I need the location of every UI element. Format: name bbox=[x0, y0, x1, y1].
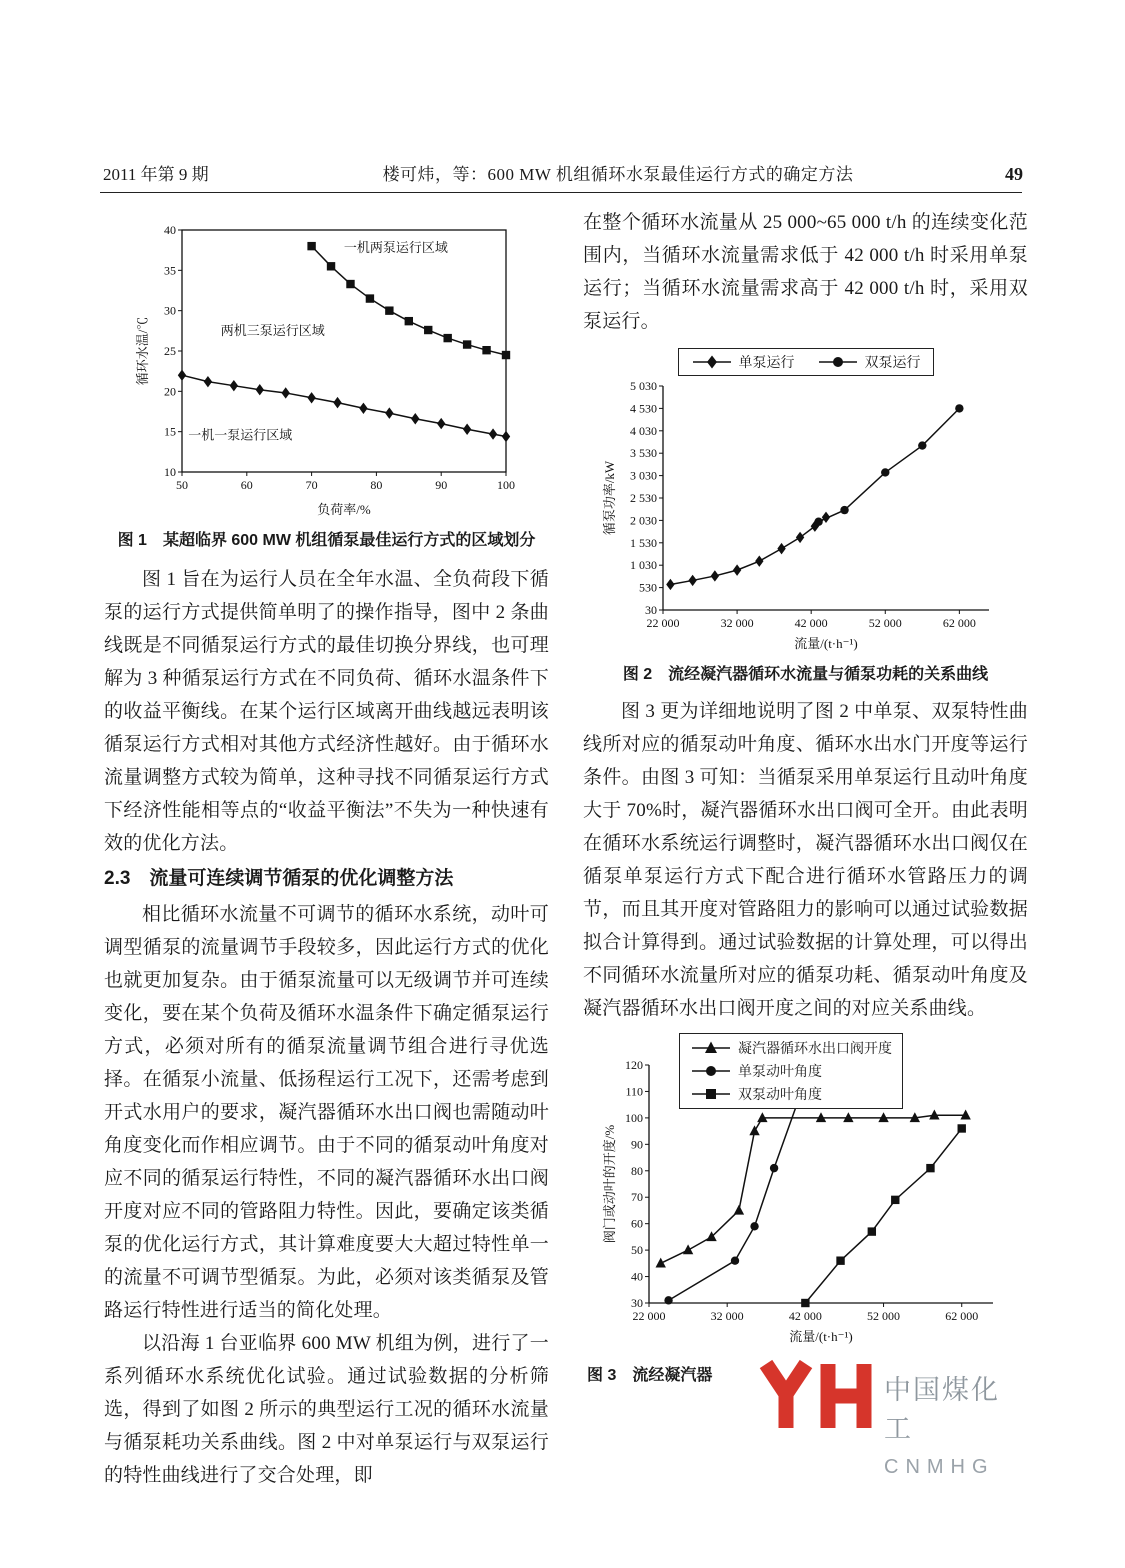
svg-text:60: 60 bbox=[630, 1216, 643, 1231]
svg-text:40: 40 bbox=[630, 1269, 643, 1284]
svg-text:32 000: 32 000 bbox=[710, 1309, 744, 1323]
svg-text:90: 90 bbox=[630, 1137, 643, 1152]
left-column bbox=[104, 206, 549, 1492]
svg-text:4 530: 4 530 bbox=[629, 401, 657, 416]
svg-text:120: 120 bbox=[624, 1058, 643, 1072]
svg-text:62 000: 62 000 bbox=[944, 1309, 978, 1323]
circle-marker-icon bbox=[817, 355, 859, 369]
legend-label: 单泵动叶角度 bbox=[738, 1063, 822, 1079]
svg-text:2 030: 2 030 bbox=[629, 513, 657, 528]
svg-text:循环水温/℃: 循环水温/℃ bbox=[134, 316, 150, 386]
legend-label: 凝汽器循环水出口阀开度 bbox=[738, 1040, 892, 1056]
fig1-chart bbox=[134, 220, 520, 520]
triangle-marker-icon bbox=[690, 1041, 732, 1055]
legend-label: 双泵动叶角度 bbox=[738, 1086, 822, 1102]
legend-item-diamond bbox=[691, 352, 795, 372]
svg-text:42 000: 42 000 bbox=[794, 616, 828, 630]
left-paragraph-3: 以沿海 1 台亚临界 600 MW 机组为例，进行了一系列循环水系统优化试验。通过试验数据的分析筛选，得到了如图 2 所示的典型运行工况的循环水流量与循泵耗功关系曲线。图 2 中对单泵运行与双泵运行的特性曲线进行了交合处理，即 bbox=[104, 1333, 549, 1486]
svg-text:30: 30 bbox=[163, 303, 176, 318]
svg-text:110: 110 bbox=[624, 1084, 643, 1099]
cnmhg-logo-icon bbox=[756, 1358, 874, 1432]
svg-text:90: 90 bbox=[434, 478, 447, 492]
right-paragraph-1: 在整个循环水流量从 25 000~65 000 t/h 的连续变化范围内，当循环水流量需求低于 42 000 t/h 时采用单泵运行；当循环水流量需求高于 42 000 t/h 时，采用双泵运行。 bbox=[583, 212, 1028, 332]
fig2-chart bbox=[601, 378, 1011, 654]
legend-item-square bbox=[690, 1084, 822, 1104]
page-number: 49 bbox=[1005, 164, 1023, 184]
svg-text:一机两泵运行区域: 一机两泵运行区域 bbox=[343, 239, 448, 255]
svg-text:22 000: 22 000 bbox=[646, 616, 679, 630]
svg-text:阀门或动叶的开度/%: 阀门或动叶的开度/% bbox=[601, 1124, 617, 1244]
left-paragraph-2: 相比循环水流量不可调节的循环水系统，动叶可调型循泵的流量调节手段较多，因此运行方式的优化也就更加复杂。由于循泵流量可以无级调节并可连续变化，要在某个负荷及循环水温条件下确定循泵运行方式，必须对所有的循泵流量调节组合进行寻优选择。在循泵小流量、低扬程运行工况下，还需考虑到开式水用户的要求，凝汽器循环水出口阀也需随动叶角度变化而作相应调节。由于不同的循泵动叶角度对应不同的循泵运行特性，不同的凝汽器循环水出口阀开度对应不同的管路阻力特性。因此，要确定该类循泵的优化运行方式，其计算难度要大大超过特性单一的流量不可调节型循泵。为此，必须对该类循泵及管路运行特性进行适当的简化处理。 bbox=[104, 904, 549, 1321]
header-rule bbox=[100, 192, 1022, 193]
watermark bbox=[752, 1356, 1032, 1478]
fig1-caption: 图 1 某超临界 600 MW 机组循泵最佳运行方式的区域划分 bbox=[117, 532, 536, 549]
svg-text:一机一泵运行区域: 一机一泵运行区域 bbox=[187, 427, 292, 443]
svg-text:流量/(t·h⁻¹): 流量/(t·h⁻¹) bbox=[788, 1329, 853, 1344]
svg-text:4 030: 4 030 bbox=[629, 423, 657, 438]
square-marker-icon bbox=[690, 1087, 732, 1101]
svg-text:30: 30 bbox=[630, 1296, 643, 1310]
svg-text:25: 25 bbox=[163, 344, 176, 358]
watermark-brand: 中国煤化工 bbox=[884, 1375, 1000, 1444]
right-column bbox=[583, 206, 1028, 1492]
svg-text:10: 10 bbox=[163, 465, 176, 479]
watermark-texts bbox=[884, 1358, 1028, 1479]
fig2-caption: 图 2 流经凝汽器循环水流量与循泵功耗的关系曲线 bbox=[622, 666, 989, 683]
figure-3 bbox=[583, 1033, 1028, 1385]
svg-text:100: 100 bbox=[496, 478, 515, 492]
watermark-row bbox=[756, 1358, 1028, 1479]
running-title: 楼可炜，等：600 MW 机组循环水泵最佳运行方式的确定方法 bbox=[382, 165, 854, 184]
svg-text:流量/(t·h⁻¹): 流量/(t·h⁻¹) bbox=[793, 636, 858, 651]
svg-text:32 000: 32 000 bbox=[720, 616, 754, 630]
left-paragraph-1: 图 1 旨在为运行人员在全年水温、全负荷段下循泵的运行方式提供简单明了的操作指导，图中 2 条曲线既是不同循泵运行方式的最佳切换分界线，也可理解为 3 种循泵运行方式在不同负荷、循环水温条件下的收益平衡线。在某个运行区域离开曲线越远表明该循泵运行方式相对其他方式经济性越好。由于循环水流量调整方式较为简单，这种寻找不同循泵运行方式下经济性能相等点的“收益平衡法”不失为一种快速有效的优化方法。 bbox=[104, 569, 549, 854]
svg-text:2 530: 2 530 bbox=[629, 491, 657, 505]
legend-item-circle bbox=[817, 352, 921, 372]
svg-text:70: 70 bbox=[305, 478, 318, 492]
page-header bbox=[103, 160, 1023, 185]
svg-text:70: 70 bbox=[630, 1190, 643, 1205]
watermark-sub: CNMHG bbox=[884, 1456, 995, 1478]
svg-text:15: 15 bbox=[163, 424, 176, 439]
svg-text:42 000: 42 000 bbox=[788, 1309, 822, 1323]
svg-text:62 000: 62 000 bbox=[942, 616, 976, 630]
svg-text:3 030: 3 030 bbox=[629, 468, 657, 483]
legend-item-circle bbox=[690, 1061, 822, 1081]
svg-text:60: 60 bbox=[240, 478, 253, 492]
svg-text:两机三泵运行区域: 两机三泵运行区域 bbox=[220, 322, 325, 338]
svg-text:530: 530 bbox=[638, 580, 657, 595]
fig2-legend-wrap bbox=[583, 348, 1028, 376]
fig3-caption-left: 图 3 流经凝汽器 bbox=[587, 1367, 713, 1384]
svg-text:20: 20 bbox=[163, 384, 176, 399]
legend-label: 双泵运行 bbox=[864, 354, 921, 370]
svg-text:5 030: 5 030 bbox=[629, 379, 657, 393]
svg-text:50: 50 bbox=[630, 1243, 643, 1258]
journal-issue: 2011 年第 9 期 bbox=[103, 165, 209, 184]
svg-text:30: 30 bbox=[644, 603, 657, 617]
two-column-layout bbox=[104, 206, 1029, 1492]
fig3-chart-wrap bbox=[583, 1033, 1028, 1352]
svg-text:50: 50 bbox=[175, 478, 188, 492]
svg-text:80: 80 bbox=[630, 1163, 643, 1178]
section-heading-2-3: 2.3 流量可连续调节循泵的优化调整方法 bbox=[104, 868, 454, 889]
legend-label: 单泵运行 bbox=[738, 354, 795, 370]
svg-text:52 000: 52 000 bbox=[868, 616, 902, 630]
svg-text:循泵功率/kW: 循泵功率/kW bbox=[601, 460, 617, 536]
svg-text:80: 80 bbox=[369, 478, 382, 492]
fig2-legend bbox=[678, 348, 934, 376]
svg-text:40: 40 bbox=[163, 223, 176, 237]
svg-text:3 530: 3 530 bbox=[629, 446, 657, 461]
circle-marker-icon bbox=[690, 1064, 732, 1078]
figure-1 bbox=[104, 220, 549, 553]
legend-item-triangle bbox=[690, 1038, 892, 1058]
svg-text:1 530: 1 530 bbox=[629, 535, 657, 550]
svg-text:22 000: 22 000 bbox=[632, 1309, 665, 1323]
svg-text:负荷率/%: 负荷率/% bbox=[316, 502, 371, 517]
figure-2 bbox=[583, 348, 1028, 687]
fig3-legend bbox=[679, 1033, 903, 1109]
svg-text:100: 100 bbox=[624, 1110, 643, 1125]
svg-text:1 030: 1 030 bbox=[629, 558, 657, 573]
svg-text:52 000: 52 000 bbox=[866, 1309, 900, 1323]
right-paragraph-2: 图 3 更为详细地说明了图 2 中单泵、双泵特性曲线所对应的循泵动叶角度、循环水出水门开度等运行条件。由图 3 可知：当循泵采用单泵运行且动叶角度大于 70%时，凝汽器循环水出口阀可全开。由此表明在循环水系统运行调整时，凝汽器循环水出口阀仅在循泵单泵运行方式下配合进行循环水管路压力的调节，而且其开度对管路阻力的影响可以通过试验数据拟合计算得到。通过试验数据的计算处理，可以得出不同循环水流量所对应的循泵功耗、循泵动叶角度及凝汽器循环水出口阀开度之间的对应关系曲线。 bbox=[583, 701, 1028, 1019]
diamond-marker-icon bbox=[691, 355, 733, 369]
svg-text:35: 35 bbox=[163, 263, 176, 278]
